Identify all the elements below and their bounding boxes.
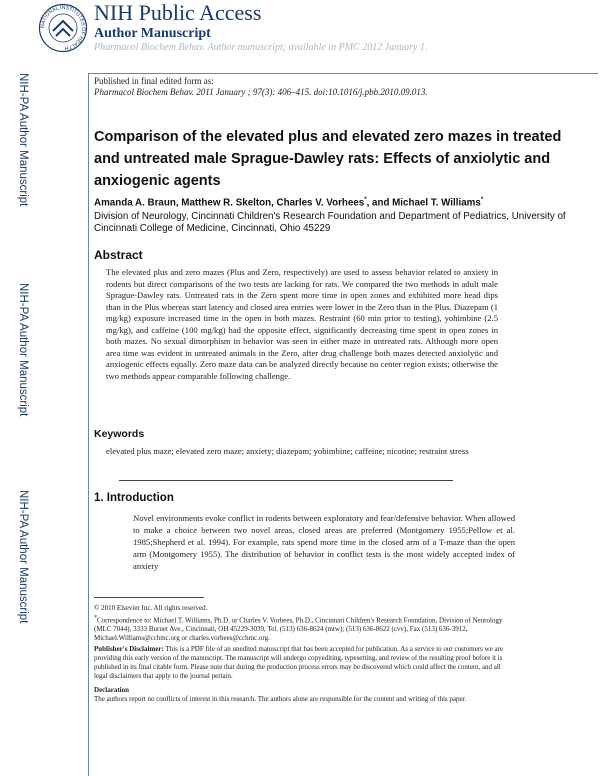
keywords-heading: Keywords: [94, 428, 145, 440]
keywords-text: elevated plus maze; elevated zero maze; anxiety; diazepam; yohimbine; caffeine; nicotine; restraint stress: [106, 446, 469, 456]
article-title: Comparison of the elevated plus and elevated zero mazes in treated and untreated male Sprague-Dawley rats: Effects of anxiolytic and anxiogenic agents: [94, 129, 562, 189]
abstract-text: The elevated plus and zero mazes (Plus and Zero, respectively) are used to assess behavior related to anxiety in rodents but direct comparisons of the two tests are lacking for rats. We compared the two methods in adult male Sprague-Dawley rats. Untreated rats in the Zero spent more time in open zones and exhibited more head dips than in the Plus whereas start latency and closed area entries were lower in the Zero than in the Plus. Diazepam (1 mg/kg) exposure increased time in the open in both mazes. Restraint (60 min prior to testing), yohimbine (2.5 mg/kg), and caffeine (100 mg/kg) had the opposite effect, significantly decreasing time spent in open zones in both mazes. No sexual dimorphism in behavior was seen in either maze in untreated rats. Although more open area time was evident in untreated animals in the Zero, after drug challenge both mazes detected anxiolytic and anxiogenic effects equally. Zero maze data can be analyzed directly because no center region exists; otherwise the two methods appear comparable following challenge.: [106, 267, 498, 381]
logo-ring-text: NATIONAL INSTITUTES OF HEALTH: [39, 4, 87, 51]
publisher-disclaimer: Publisher's Disclaimer: This is a PDF file of an unedited manuscript that has been accepted for publication. As a service to our customers we are providing this early version of the manuscript. The manuscript will undergo copyediting, typesetting, and review of the resulting proof before it is published in its final citable form. Please note that during the production process errors may be discovered which could affect the content, and all legal disclaimers that apply to the journal pertain.: [94, 645, 504, 680]
footnote-separator: [94, 597, 204, 598]
citation-line: Pharmacol Biochem Behav. 2011 January ; 97(3): 406–415. doi:10.1016/j.pbb.2010.09.013.: [94, 87, 428, 97]
journal-availability-note: Pharmacol Biochem Behav. Author manuscript; available in PMC 2012 January 1.: [94, 42, 428, 53]
nih-logo: [38, 3, 88, 53]
side-label-2: NIH-PA Author Manuscript: [17, 283, 29, 417]
margin-rule: [88, 73, 89, 776]
introduction-text: Novel environments evoke conflict in rodents between exploratory and fear/defensive behavior. When allowed to make a choice between two novel areas, closed areas are preferred (Montgomery 1955;Pellow et al. 1985;Shepherd et al. 1994). For example, rats spend more time in the closed arm of a T-maze than the open arm (Montgomery 1955). The distribution of behavior in conflict tests is the most widely accepted index of anxiety: [133, 513, 515, 572]
declaration-note: Declaration The authors report no conflicts of interest in this research. The authors alone are responsible for the content and writing of this paper.: [94, 686, 467, 703]
abstract-heading: Abstract: [94, 248, 143, 262]
author-manuscript-subtitle: Author Manuscript: [94, 26, 211, 41]
introduction-heading: 1. Introduction: [94, 492, 174, 504]
header-rule: [88, 73, 598, 74]
affiliation: Division of Neurology, Cincinnati Children's Research Foundation and Department of Pediatrics, University of Cincinnati College of Medicine, Cincinnati, Ohio 45229: [94, 211, 566, 234]
correspondence-note: *Correspondence to: Michael T. Williams, Ph.D. or Charles V. Vorhees, Ph.D., Cincinnati Children's Research Foundation, Division of Neurology (MLC 7044), 3333 Burnet Ave., Cincinnati, OH 45229-3039, Tel. (513) 636-8624 (mtw); (513) 636-8622 (cvv), Fax (513) 636-3912, Michael.Williams@cchmc.org or charles.vorhees@cchmc.org.: [94, 615, 503, 643]
published-label: Published in final edited form as:: [94, 76, 214, 86]
side-label-3: NIH-PA Author Manuscript: [17, 490, 29, 624]
side-label-1: NIH-PA Author Manuscript: [17, 73, 29, 207]
copyright-note: © 2010 Elsevier Inc. All rights reserved.: [94, 604, 208, 612]
section-separator: [119, 480, 453, 481]
author-list: Amanda A. Braun, Matthew R. Skelton, Charles V. Vorhees*, and Michael T. Williams*: [94, 197, 484, 209]
nih-public-access-title: NIH Public Access: [94, 0, 262, 25]
